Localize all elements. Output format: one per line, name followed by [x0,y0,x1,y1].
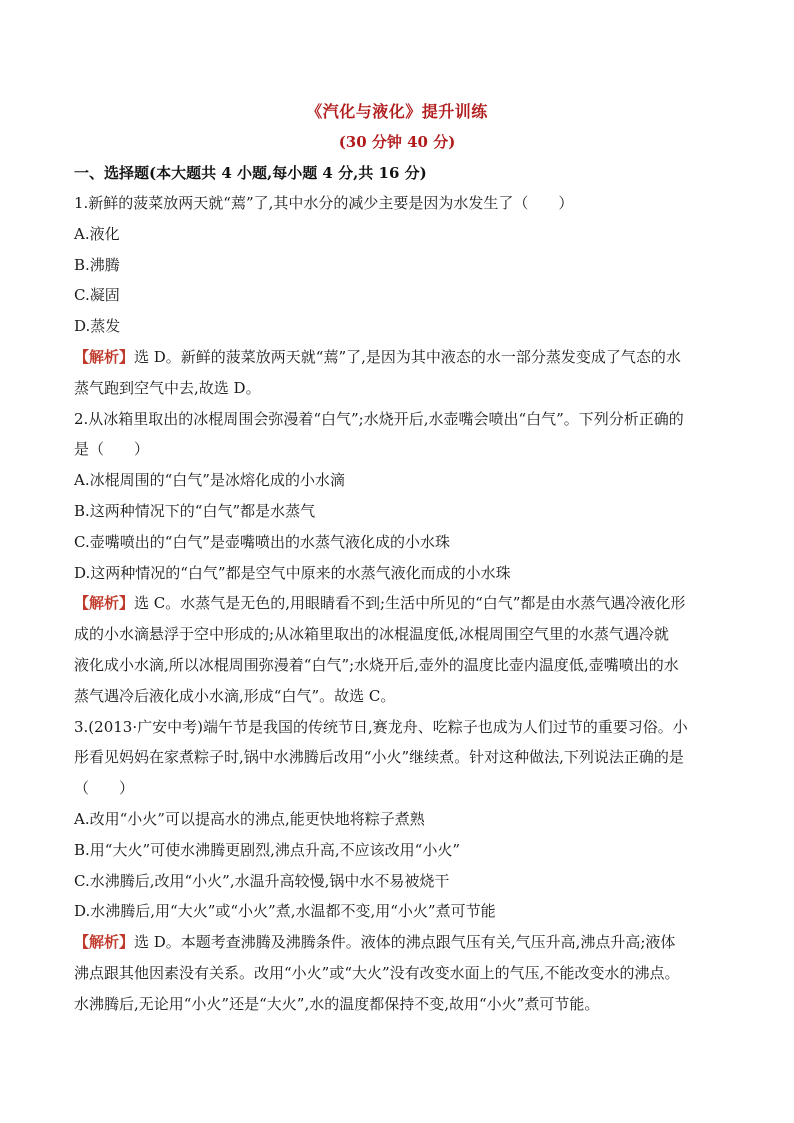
q2-option-c: C.壶嘴喷出的“白气”是壶嘴喷出的水蒸气液化成的小水珠 [74,532,451,551]
q2-option-d: D.这两种情况的“白气”都是空气中原来的水蒸气液化而成的小水珠 [74,563,511,582]
q1-analysis-line: 蒸气跑到空气中去,故选 D。 [74,378,261,397]
q3-analysis-line: 沸点跟其他因素没有关系。改用“小火”或“大火”没有改变水面上的气压,不能改变水的沸点。 [74,963,680,982]
page-subtitle: (30 分钟 40 分) [338,133,456,151]
q3-stem: （ ） [74,779,135,798]
q2-stem: 是（ ） [74,440,150,459]
q2-option-b: B.这两种情况下的“白气”都是水蒸气 [74,501,316,520]
q1-analysis-line: 【解析】选 D。新鲜的菠菜放两天就“蔫”了,是因为其中液态的水一部分蒸发变成了气态的水 [74,347,681,366]
page-title: 《汽化与液化》提升训练 [306,102,488,121]
q1-stem: 1.新鲜的菠菜放两天就“蔫”了,其中水分的减少主要是因为水发生了（ ） [74,194,574,212]
q2-analysis-line: 成的小水滴悬浮于空中形成的;从冰箱里取出的冰棍温度低,冰棍周围空气里的水蒸气遇冷就 [74,625,669,644]
q3-option-b: B.用“大火”可使水沸腾更剧烈,沸点升高,不应该改用“小火” [74,840,461,859]
question-content [74,188,720,1020]
q2-stem: 2.从冰箱里取出的冰棍周围会弥漫着“白气”;水烧开后,水壶嘴会喷出“白气”。下列分析正确的 [74,409,684,428]
q3-analysis-line: 水沸腾后,无论用“小火”还是“大火”,水的温度都保持不变,故用“小火”煮可节能。 [74,994,600,1013]
analysis-tag: 【解析】 [74,594,135,613]
q1-option-b: B.沸腾 [74,255,120,274]
q2-analysis-line: 液化成小水滴,所以冰棍周围弥漫着“白气”;水烧开后,壶外的温度比壶内温度低,壶嘴喷出的水 [74,655,679,674]
q3-option-c: C.水沸腾后,改用“小火”,水温升高较慢,锅中水不易被烧干 [74,871,450,890]
q3-option-a: A.改用“小火”可以提高水的沸点,能更快地将粽子煮熟 [74,809,425,828]
q3-stem: 彤看见妈妈在家煮粽子时,锅中水沸腾后改用“小火”继续煮。针对这种做法,下列说法正确的是 [74,748,684,767]
q3-analysis-line: 【解析】选 D。本题考查沸腾及沸腾条件。液体的沸点跟气压有关,气压升高,沸点升高;液体 [74,933,676,952]
section-heading: 一、选择题(本大题共 4 小题,每小题 4 分,共 16 分) [74,164,427,182]
q1-option-a: A.液化 [74,224,120,243]
q2-option-a: A.冰棍周围的“白气”是冰熔化成的小水滴 [74,471,345,490]
analysis-tag: 【解析】 [74,347,135,366]
analysis-tag: 【解析】 [74,933,135,952]
q1-option-c: C.凝固 [74,286,120,305]
q3-stem: 3.(2013·广安中考)端午节是我国的传统节日,赛龙舟、吃粽子也成为人们过节的重要习俗。小 [74,717,688,736]
q2-analysis-line: 蒸气遇冷后液化成小水滴,形成“白气”。故选 C。 [74,686,396,705]
q3-option-d: D.水沸腾后,用“大火”或“小火”煮,水温都不变,用“小火”煮可节能 [74,902,496,921]
q1-option-d: D.蒸发 [74,317,121,336]
q2-analysis-line: 【解析】选 C。水蒸气是无色的,用眼睛看不到;生活中所见的“白气”都是由水蒸气遇冷液化形 [74,594,686,613]
